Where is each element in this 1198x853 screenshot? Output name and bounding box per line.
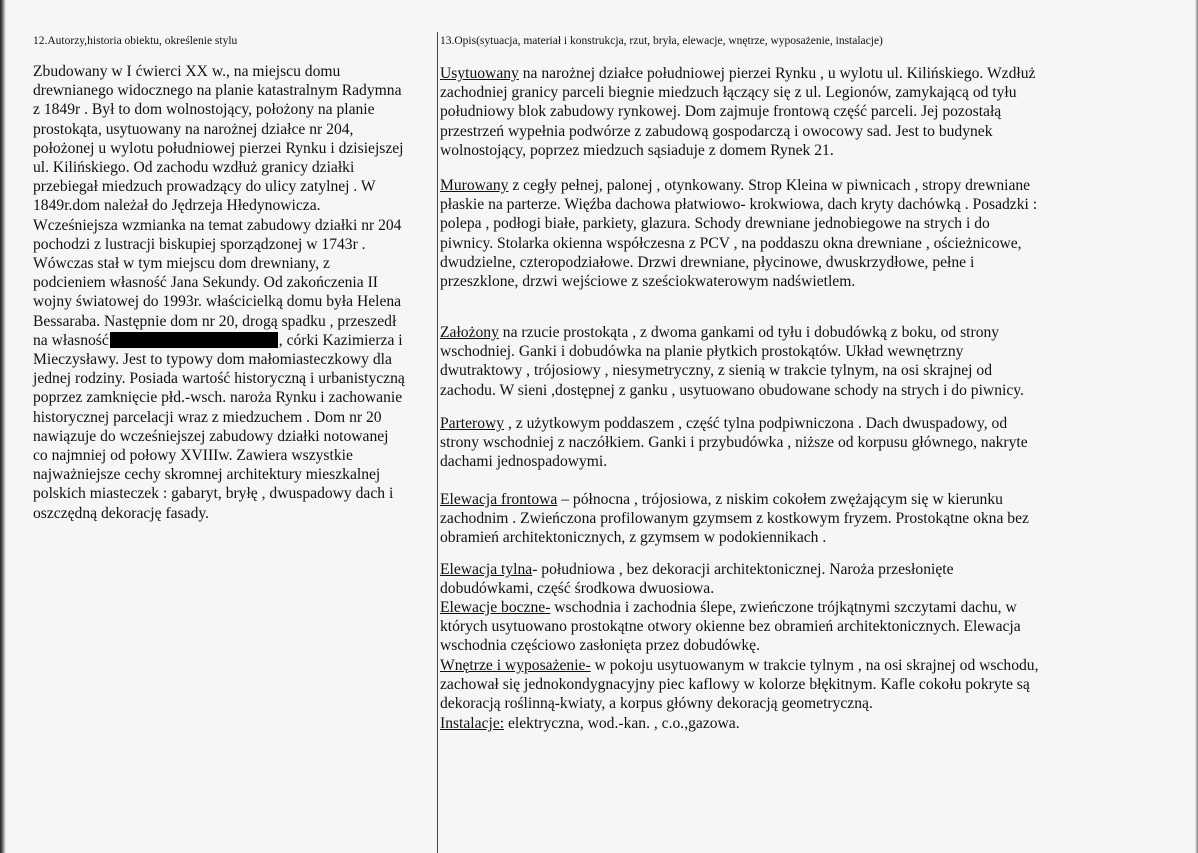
history-line: wojny światowej do 1993r. właścicielką domu była Helena [33, 293, 402, 311]
redaction-bar [110, 332, 278, 348]
paragraph-line: płaskie na parterze. Więźba dachowa płatwiowo- krokwiowa, dach kryty dachówką . Posadzki : [440, 196, 1038, 214]
section-13-header: 13.Opis(sytuacja, materiał i konstrukcja, rzut, bryła, elewacje, wnętrze, wyposażenie, instalacje) [440, 35, 883, 47]
history-line: historycznej parcelacji wraz z miedzuchem . Dom nr 20 [33, 408, 382, 426]
paragraph-line: zachował się jednokondygnacyjny piec kaflowy w kolorze błękitnym. Kafle cokołu pokryte są [440, 676, 1030, 694]
history-line: Bessaraba. Następnie dom nr 20, drogą spadku , przeszedł [33, 312, 397, 330]
history-line: Mieczysławy. Jest to typowy dom małomiasteczkowy dla [33, 351, 392, 369]
paragraph-rear-elevation [440, 560, 954, 598]
history-line-redacted [33, 331, 438, 350]
label-wnetrze: Wnętrze i wyposażenie- [440, 657, 591, 674]
paragraph-line: polepa , podłogi białe, parkiety, glazura. Schody drewniane jednobiegowe na strych i do [440, 215, 990, 233]
paragraph-line: z cegły pełnej, palonej , otynkowany. Strop Kleina w piwnicach , stropy drewniane [508, 177, 1031, 194]
paragraph-front-elevation [440, 490, 1029, 548]
paragraph-form [440, 414, 1028, 472]
label-instalacje: Instalacje: [440, 715, 505, 732]
paragraph-line: przeszklone, drzwi wejściowe z sześciokwaterowym nadświetlem. [440, 273, 856, 291]
history-line: najważniejsze cechy skromnej architektury mieszkalnej [33, 466, 381, 484]
paragraph-materials [440, 176, 1037, 291]
paragraph-line: na narożnej działce południowej pierzei Rynku , u wylotu ul. Kilińskiego. Wzdłuż [518, 65, 1036, 82]
label-parterowy: Parterowy [440, 415, 505, 432]
paragraph-line: dachami jednospadowymi. [440, 453, 608, 471]
paragraph-line: dwudzielne, czteropodziałowe. Drzwi drewniane, płycinowe, dwuskrzydłowe, pełne i [440, 253, 975, 271]
history-line: pochodzi z lustracji biskupiej sporządzonej w 1743r . [33, 235, 366, 253]
paragraph-plan [440, 323, 1024, 400]
label-elewacje-boczne: Elewacje boczne- [440, 599, 551, 616]
history-line: przebiegał miedzuch prowadzący do ulicy zatylnej . W [33, 178, 376, 196]
paragraph-line: obramień architektonicznych, z gzymsem w podokiennikach . [440, 529, 827, 547]
history-line: polskich miasteczek : gabaryt, bryłę , dwuspadowy dach i [33, 485, 394, 503]
history-line: co najmniej od połowy XVIIIw. Zawiera wszystkie [33, 447, 353, 465]
history-line: jednej rodziny. Posiada wartość historyczną i urbanistyczną [33, 370, 405, 388]
section-12-header: 12.Autorzy,historia obiektu, określenie stylu [33, 35, 238, 47]
paragraph-line: zachodnim . Zwieńczona profilowanym gzymsem z kostkowym fryzem. Prostokątne okna bez [440, 510, 1029, 528]
paragraph-line: wschodnia i zachodnia ślepe, zwieńczone trójkątnymi szczytami dachu, w [550, 599, 1017, 616]
paragraph-line: wolnostojący, poprzez miedzuch sąsiaduje z domem Rynek 21. [440, 141, 834, 159]
paragraph-line: dekoracją roślinną-kwiaty, a korpus główny dekoracją geometryczną. [440, 695, 873, 713]
paragraph-line: południowy blok zabudowy rynkowej. Dom zajmuje frontową część parceli. Jej pozostałą [440, 103, 1002, 121]
history-line: prostokąta, usytuowany na narożnej działce nr 204, [33, 120, 354, 138]
label-elewacja-tylna: Elewacja tylna [440, 561, 533, 578]
paragraph-line: przestrzeń wypełnia podwórze z zabudową gospodarczą i owocowy sad. Jest to budynek [440, 122, 993, 140]
history-text-column [33, 62, 438, 523]
paragraph-line: dwutraktowy , trójosiowy , niesymetryczny, z sienią w trakcie tylnym, na osi skrajnej od [440, 362, 993, 380]
paragraph-line: dobudówkami, część środkowa dwuosiowa. [440, 580, 715, 598]
paragraph-line: zachodu. W sieni ,dostępnej z ganku , usytuowano obudowane schody na strych i do piwnicy. [440, 381, 1024, 399]
paragraph-line: zachodniej granicy parceli biegnie miedzuch łączący się z ul. Legionów, zamykającą od tyłu [440, 84, 1017, 102]
paragraph-line: na rzucie prostokąta , z dwoma gankami od tyłu i dobudówką z boku, od strony [498, 324, 1000, 341]
label-usytuowany: Usytuowany [440, 65, 519, 82]
history-line: 1849r.dom należał do Jędrzeja Hłedynowicza. [33, 197, 321, 215]
history-line: Wówczas stał w tym miejscu dom drewniany, z [33, 255, 330, 273]
paragraph-line: w pokoju usytuowanym w trakcie tylnym , na osi skrajnej od wschodu, [590, 657, 1039, 674]
paragraph-line: elektryczna, wod.-kan. , c.o.,gazowa. [504, 715, 740, 732]
paragraph-line: - południowa , bez dekoracji architektonicznej. Naroża przesłonięte [532, 561, 954, 578]
history-line-end: , córki Kazimierza i [278, 331, 403, 349]
paragraph-installations [440, 714, 740, 733]
paragraph-line: wschodnia częściowo zasłonięta przez dobudówkę. [440, 637, 760, 655]
history-line-start: na własność [33, 331, 109, 349]
history-line: drewnianego widocznego na planie katastralnym Radymna [33, 82, 402, 100]
paragraph-side-elevations [440, 598, 1021, 656]
history-line: ul. Kilińskiego. Od zachodu wzdłuż granicy działki [33, 159, 355, 177]
label-zalozony: Założony [440, 324, 499, 341]
paragraph-line: których usytuowano prostokątne otwory okienne bez obramień architektonicznych. Elewacja [440, 618, 1021, 636]
history-line: poprzez zamknięcie płd.-wsch. naroża Rynku i zachowanie [33, 389, 403, 407]
history-line: z 1849r . Był to dom wolnostojący, położony na planie [33, 101, 375, 119]
paragraph-line: piwnicy. Stolarka okienna współczesna z PCV , na poddaszu okna drewniane , ościeżnicowe, [440, 234, 1022, 252]
label-murowany: Murowany [440, 177, 509, 194]
label-elewacja-frontowa: Elewacja frontowa [440, 491, 558, 508]
history-line: Wcześniejsza wzmianka na temat zabudowy działki nr 204 [33, 216, 402, 234]
history-line: położonej u wylotu południowej pierzei Rynku i dzisiejszej [33, 139, 404, 157]
paragraph-location [440, 64, 1035, 160]
scan-left-edge [0, 0, 6, 853]
history-line: oszczędną dekorację fasady. [33, 504, 210, 522]
paragraph-line: , z użytkowym poddaszem , część tylna podpiwniczona . Dach dwuspadowy, od [504, 415, 1008, 432]
history-line: nawiązuje do wcześniejszej zabudowy działki notowanej [33, 427, 389, 445]
paragraph-interior [440, 656, 1039, 714]
history-line: Zbudowany w I ćwierci XX w., na miejscu domu [33, 63, 341, 80]
paragraph-line: strony wschodniej z naczółkiem. Ganki i przybudówka , niższe od korpusu głównego, nakryte [440, 434, 1028, 452]
history-line: podcieniem własność Jana Sekundy. Od zakończenia II [33, 274, 378, 292]
paragraph-line: – północna , trójosiowa, z niskim cokołem zwężającym się w kierunku [557, 491, 1003, 508]
paragraph-line: wschodniej. Ganki i dobudówka na planie płytkich prostokątów. Układ wewnętrzny [440, 343, 964, 361]
